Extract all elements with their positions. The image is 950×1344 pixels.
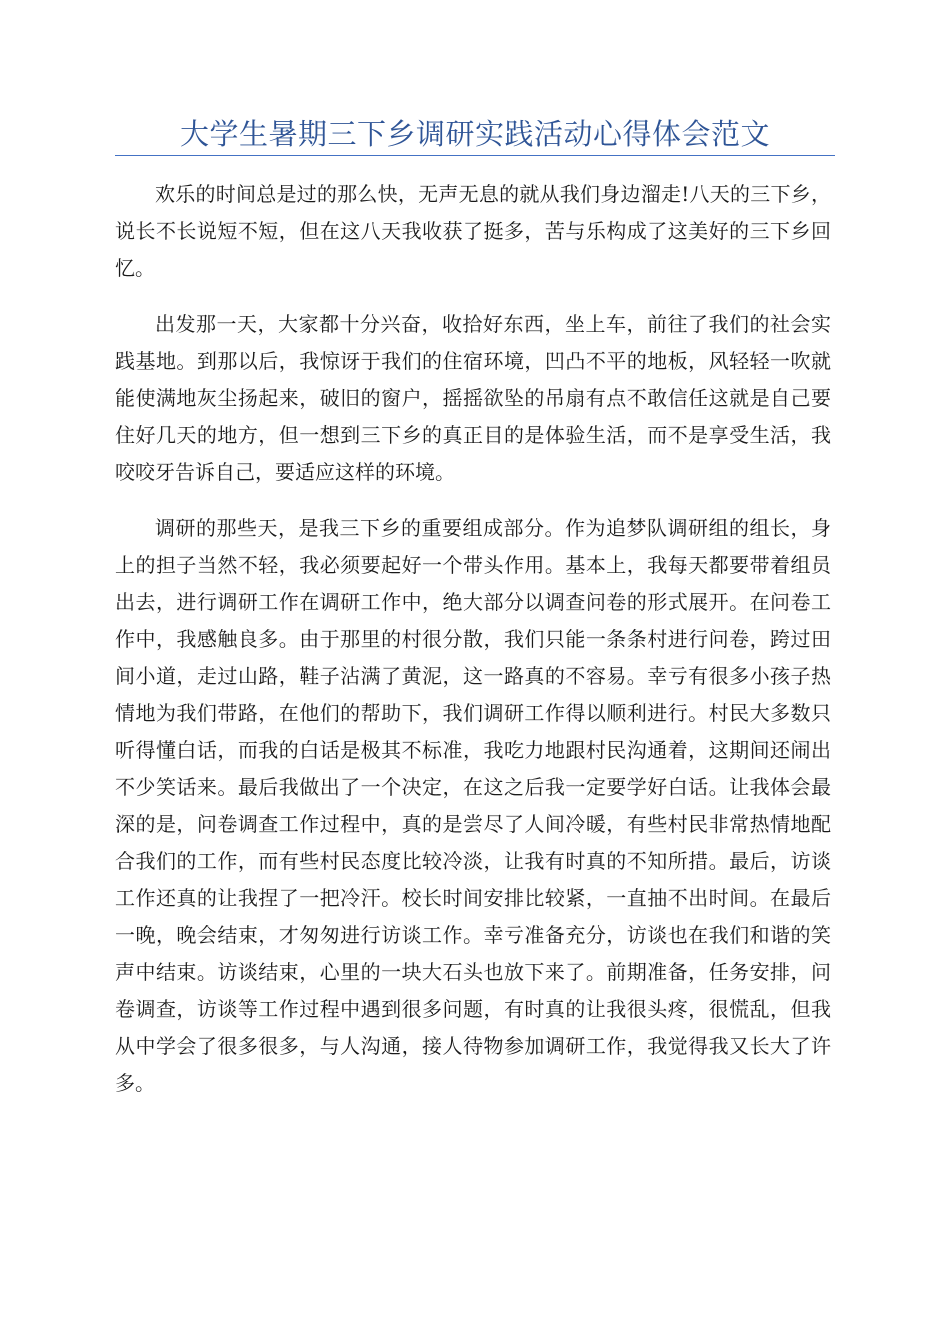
document-title: 大学生暑期三下乡调研实践活动心得体会范文 [179,117,770,151]
paragraph-1: 欢乐的时间总是过的那么快，无声无息的就从我们身边溜走!八天的三下乡，说长不长说短不短，但在这八天我收获了挺多，苦与乐构成了这美好的三下乡回忆。 [115,182,831,280]
title-underline [115,155,835,156]
paragraph-2: 出发那一天，大家都十分兴奋，收拾好东西，坐上车，前往了我们的社会实践基地。到那以后，我惊讶于我们的住宿环境，凹凸不平的地板，风轻轻一吹就能使满地灰尘扬起来，破旧的窗户，摇摇欲坠的吊扇有点不敢信任这就是自己要住好几天的地方，但一想到三下乡的真正目的是体验生活，而不是享受生活，我咬咬牙告诉自己，要适应这样的环境。 [115,312,831,484]
document-body [115,176,831,1121]
paragraph-3: 调研的那些天，是我三下乡的重要组成部分。作为追梦队调研组的组长，身上的担子当然不轻，我必须要起好一个带头作用。基本上，我每天都要带着组员出去，进行调研工作在调研工作中，绝大部分以调查问卷的形式展开。在问卷工作中，我感触良多。由于那里的村很分散，我们只能一条条村进行问卷，跨过田间小道，走过山路，鞋子沾满了黄泥，这一路真的不容易。幸亏有很多小孩子热情地为我们带路，在他们的帮助下，我们调研工作得以顺利进行。村民大多数只听得懂白话，而我的白话是极其不标准，我吃力地跟村民沟通着，这期间还闹出不少笑话来。最后我做出了一个决定，在这之后我一定要学好白话。让我体会最深的是，问卷调查工作过程中，真的是尝尽了人间冷暖，有些村民非常热情地配合我们的工作，而有些村民态度比较冷淡，让我有时真的不知所措。最后，访谈工作还真的让我捏了一把冷汗。校长时间安排比较紧，一直抽不出时间。在最后一晚，晚会结束，才匆匆进行访谈工作。幸亏准备充分，访谈也在我们和谐的笑声中结束。访谈结束，心里的一块大石头也放下来了。前期准备，任务安排，问卷调查，访谈等工作过程中遇到很多问题，有时真的让我很头疼，很慌乱，但我从中学会了很多很多，与人沟通，接人待物参加调研工作，我觉得我又长大了许多。 [115,516,831,1095]
